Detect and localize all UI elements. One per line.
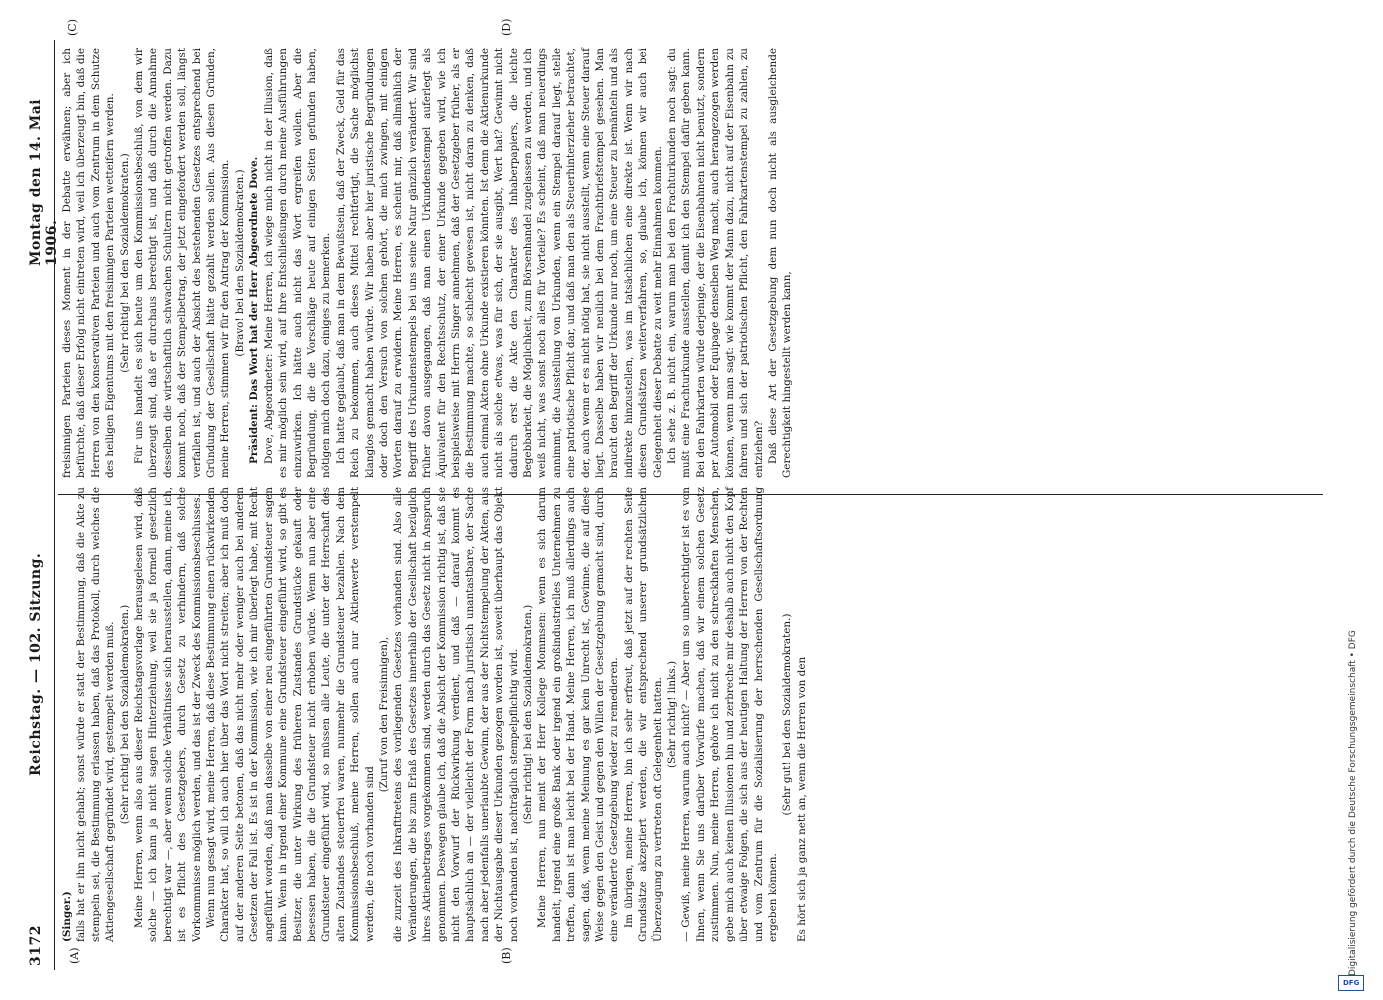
paragraph: Meine Herren, wenn also aus dieser Reichstagsvorlage herausgelesen wird, daß solche — ich kann ja nicht sagen Hinterziehung, weil sie ja formell gesetzlich berechtigt war —, aber wenn solche Verhältnisse sich herausstellen, dann, meine ich, ist es Pflicht des Gesetzgebers, durch Gesetz zu verhindern, daß solche Vorkommnisse möglich werden, und das ist der Zweck des Kommissionsbeschlusses. (133, 487, 203, 942)
dfg-logo: DFG (1338, 975, 1364, 991)
paragraph: die zurzeit des Inkrafttretens des vorliegenden Gesetzes vorhanden sind. Also alle Veränderungen, die bis zum Erlaß des Gesetzes innerhalb der Gesellschaft bezüglich ihres Aktienbetrages vorgekommen sind, werden durch das Gesetz nicht in Anspruch genommen. Deswegen glaube ich, daß die Absicht der Kommission richtig ist, daß sie nicht den Vorwurf der Rückwirkung verdient, und daß — darauf kommt es hauptsächlich an — der vielleicht der Form nach juristisch unantastbare, der Sache nach aber jedenfalls unerlaubte Gewinn, der aus der Nichtstempelung der Akten, aus der Nichtausgabe dieser Urkunden gezogen worden ist, soweit überhaupt das Objekt noch vorhanden ist, nachträglich stempelpflichtig wird. (392, 487, 520, 942)
paragraph: (Sehr richtig! bei den Sozialdemokraten.) (118, 153, 131, 373)
paragraph: Dove, Abgeordneter: Meine Herren, ich wiege mich nicht in der Illusion, daß es mir möglich sein wird, auf Ihre Entschließungen durch meine Ausführungen einzuwirken. Ich hätte auch nicht das Wort ergreifen wollen. Aber die Begründung, die die Vorschläge heute auf einigen Seiten gefunden haben, nötigen mich doch dazu, einiges zu bemerken. (262, 48, 333, 478)
digitization-notice: Digitalisierung gefördert durch die Deutsche Forschungsgemeinschaft • DFG (1348, 630, 1358, 976)
paragraph: Es hört sich ja ganz nett an, wenn die Herren von den (795, 656, 808, 942)
margin-marker-b: (B) (500, 947, 513, 964)
paragraph: Daß diese Art der Gesetzgebung dem nun doch nicht als ausgleichende Gerechtigkeit hingestellt werden kann, (766, 48, 794, 478)
paragraph: falls hat er ihn nicht gehabt; sonst würde er statt der Bestimmung, daß die Akte zu stempeln sei, die Bestimmung erlassen haben, daß das Protokoll, durch welches die Aktiengesellschaft gegründet wird, gestempelt werden muß. (75, 487, 117, 942)
paragraph: (Sehr richtig! links.) (666, 660, 679, 769)
column-divider (58, 494, 1323, 495)
paragraph: (Sehr richtig! bei den Sozialdemokraten.) (118, 604, 131, 825)
paragraph: Wenn nun gesagt wird, meine Herren, daß diese Bestimmung einen rückwirkenden Charakter hat, so will ich auch hier über das Wort nicht streiten; aber ich muß doch auf der anderen Seite betonen, daß das nicht mehr oder weniger auch bei anderen Gesetzen der Fall ist. Es ist in der Kommission, wie ich mir überlegt habe, mit Recht angeführt worden, daß man dasselbe von einer neu eingeführten Grundsteuer sagen kann. Wenn in irgend einer Kommune eine Grundsteuer eingeführt wird, so gibt es Besitzer, die unter Wirkung des früheren Zustandes Grundstücke gekauft oder besessen haben, die die Grundsteuer nicht erhoben würde. Wenn nun aber eine Grundsteuer eingeführt wird, so müssen alle Leute, die unter der Herrschaft des alten Zustandes steuerfrei waren, nunmehr die Grundsteuer bezahlen. Nach dem Kommissionsbeschluß, meine Herren, sollen auch nur Aktienwerte verstempelt werden, die noch vorhanden sind (205, 487, 376, 942)
session-title: Reichstag. — 102. Sitzung. (28, 552, 44, 776)
session-date: Montag den 14. Mai 1906. (28, 98, 60, 266)
paragraph: Ich hatte geglaubt, daß man in dem Bewußtsein, daß der Zweck, Geld für das Reich zu bekommen, auch dieses Mittel rechtfertigt, die Sache möglichst klanglos gemacht haben würde. Wir haben aber hier juristische Begründungen oder doch den Versuch von solchen gehört, die mich zwingen, mit einigen Worten darauf zu erwidern. Meine Herren, es scheint mir, daß allmählich der Begriff des Urkundenstempels bei uns seine Natur gänzlich verändert. Wir sind früher davon ausgegangen, daß man einen Urkundenstempel auferlegt als Äquivalent für den Rechtsschutz, der einer Urkunde gegeben wird, wie ich beispielsweise mit Herrn Singer annehmen, daß der Gesetzgeber früher, als er die Bestimmung machte, so schlecht gewesen ist, nicht daran zu denken, daß auch einmal Akten ohne Urkunde existieren könnten. Ist denn die Aktienurkunde nicht als solche etwas, was für sich, der sie ausgibt, Wert hat? Gewinnt nicht dadurch erst die Akte den Charakter des Inhaberpapiers, die leichte Begebbarkeit, die Möglichkeit, zum Börsenhandel zugelassen zu werden, und ich weiß nicht, was sonst noch alles für Vorteile? Es scheint, daß man neuerdings annimmt, die Ausstellung von Urkunden, wenn ein Stempel darauf liegt, stelle eine patriotische Pflicht dar, und daß man den als Steuerhinterzieher betrachtet, der, auch wenn er es nicht nötig hat, sie nicht ausstellt, wenn eine Steuer darauf liegt. Dasselbe haben wir neulich bei dem Frachtbriefstempel gesehen. Man braucht den Begriff der Urkunde nur noch, um eine Steuer zu bemänteln und als indirekte hinzustellen, was im tatsächlichen eine direkte ist. Wenn wir nach diesen Grundsätzen weiterverfahren, so, glaube ich, können wir auch bei Gelegenheit dieser Debatte zu weit mehr Einnahmen kommen. (334, 48, 664, 478)
margin-marker-c: (C) (66, 19, 79, 36)
header-rule (54, 40, 55, 970)
right-text-column (60, 48, 795, 478)
paragraph: (Zuruf von den Freisinnigen), (377, 636, 390, 793)
paragraph: Meine Herren, nun meint der Herr Kollege Mommsen: wenn es sich darum handelt, irgend eine große Bank oder irgend ein großindustrielles Unternehmen zu treffen, dann ist man leicht bei der Hand. Meine Herren, ich muß allerdings auch sagen, daß, wenn meine Meinung es gar kein Unrecht ist, Gewinne, die auf diese Weise gegen den Geist und gegen den Willen der Gesetzgebung gemacht sind, durch eine veränderte Gesetzgebung wieder zu remedieren. (536, 487, 621, 942)
paragraph: — Gewiß, meine Herren, warum auch nicht? — Aber um so unberechtigter ist es von Ihnen, wenn Sie uns darüber Vorwürfe machen, daß wir einem solchen Gesetz zustimmen. Nun, meine Herren, gehöre ich nicht zu den schreckhaften Menschen, gebe mich auch keinen Illusionen hin und zerbreche mir deshalb auch nicht den Kopf über etwaige Folgen, die sich aus der heutigen Haltung der Herren von der Rechten und vom Zentrum für die Sozialisierung der herrschenden Gesellschaftsordnung ergeben können. (680, 487, 779, 942)
paragraph: (Bravo! bei den Sozialdemokraten.) (233, 169, 246, 357)
left-text-column (60, 487, 809, 942)
page-header (28, 60, 60, 966)
paragraph: (Sehr gut! bei den Sozialdemokraten.) (781, 613, 794, 816)
paragraph: Im übrigen, meine Herren, bin ich sehr erfreut, daß jetzt auf der rechten Seite Grundsätze akzeptiert werden, die wir entsprechend unserer grundsätzlichen Überzeugung zu vertreten oft Gelegenheit hatten. (622, 487, 664, 942)
page-number: 3172 (28, 925, 44, 966)
margin-marker-a: (A) (68, 947, 81, 964)
margin-marker-d: (D) (500, 18, 513, 36)
paragraph: (Sehr richtig! bei den Sozialdemokraten.) (522, 604, 534, 825)
paragraph: Ich sehe z. B. nicht ein, warum man bei den Frachturkunden noch sagt: du mußt eine Frachturkunde ausstellen, damit ich den Stempel dafür geben kann. Bei den Fahrkarten würde derjenige, der die Eisenbahnen nicht benutzt, sondern per Automobil oder Equipage denselben Weg macht, auch herangezogen werden können, wenn man sagt: wie kommt der Mann dazu, nicht auf der Eisenbahn zu fahren und sich der patriotischen Pflicht, den Fahrkartenstempel zu zahlen, zu entziehen? (666, 48, 765, 478)
paragraph: Präsident: Das Wort hat der Herr Abgeordnete Dove. (248, 156, 261, 464)
paragraph: Für uns handelt es sich heute um den Kommissionsbeschluß, von dem wir überzeugt sind, daß er durchaus berechtigt ist, und daß durch die Annahme desselben die wirtschaftlich schwachen Schultern nicht getroffen werden. Dazu kommt noch, daß der Stempelbetrag, der jetzt eingefordert werden soll, längst verfallen ist, und auch der Absicht des bestehenden Gesetzes entsprechend bei Gründung der Gesellschaft hätte gezahlt werden sollen. Aus diesen Gründen, meine Herren, stimmen wir für den Antrag der Kommission. (133, 48, 232, 478)
paragraph: (Singer.) (61, 891, 73, 942)
paragraph: freisinnigen Parteien dieses Moment in der Debatte erwähnen; aber ich befürchte, daß dieser Erfolg nicht eintreten wird, weil ich überzeugt bin, daß die Herren von den konservativen Parteien und auch vom Zentrum in dem Schutze des heiligen Eigentums mit den freisinnigen Parteien wetteifern werden. (61, 48, 117, 478)
